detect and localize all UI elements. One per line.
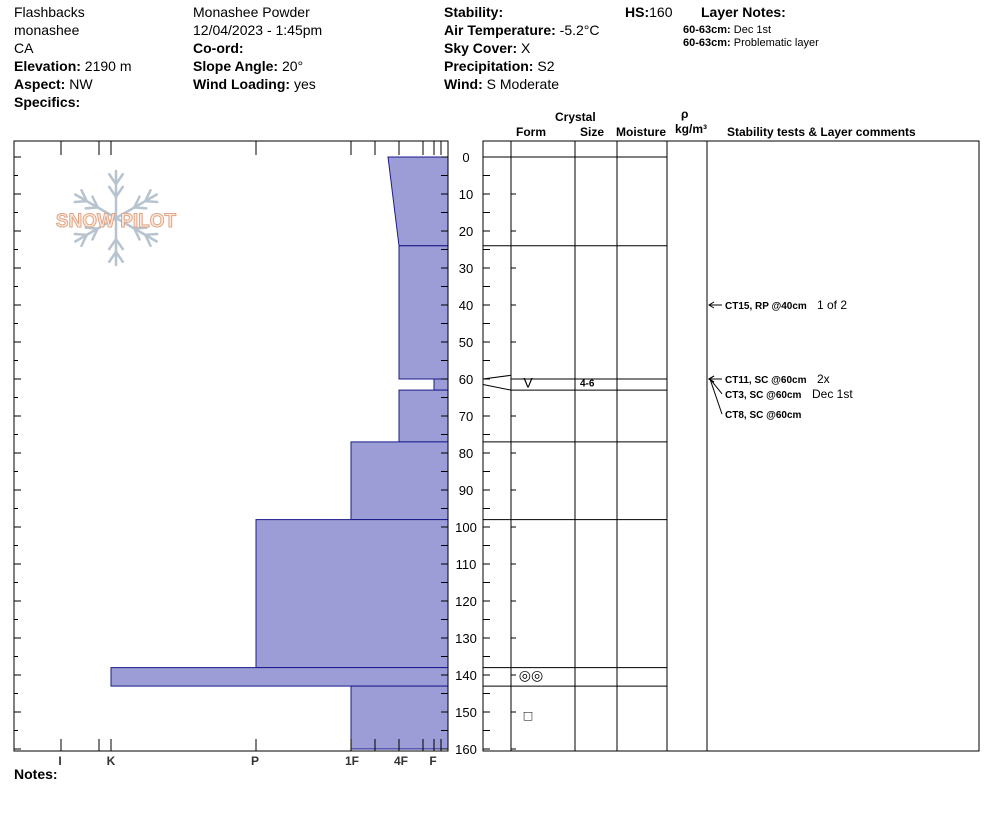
depth-tick-label: 40 xyxy=(458,298,474,313)
wind-label: Wind: xyxy=(444,76,483,92)
elevation-label: Elevation: xyxy=(14,58,81,74)
hardness-tick-label: F xyxy=(429,754,437,768)
depth-tick-label: 60 xyxy=(458,372,474,387)
snowflake-branch xyxy=(86,207,98,208)
crystal-symbol: □ xyxy=(523,707,533,724)
density-unit-header: kg/m³ xyxy=(675,122,708,136)
stability-tests xyxy=(709,298,853,421)
depth-tick-label: 130 xyxy=(455,631,477,646)
notes-label: Notes: xyxy=(14,766,58,782)
depth-tick-label: 0 xyxy=(462,150,470,165)
hardness-profile xyxy=(111,157,448,749)
location: Monashee Powder xyxy=(193,4,310,20)
depth-tick-label: 30 xyxy=(458,261,474,276)
test-label: CT3, SC @60cm xyxy=(725,389,802,401)
hardness-tick-label: 4F xyxy=(393,754,409,768)
hardness-layer xyxy=(399,390,448,442)
specifics-label: Specifics: xyxy=(14,94,81,110)
layer-notes-title: Layer Notes: xyxy=(701,4,786,20)
wind-loading-label: Wind Loading: xyxy=(193,76,291,92)
hs-value: 160 xyxy=(649,4,673,20)
depth-tick-label: 120 xyxy=(455,594,477,609)
hardness-layer xyxy=(111,668,448,687)
slope-value: 20° xyxy=(281,58,304,74)
depth-tick-label: 90 xyxy=(458,483,474,498)
hs-label: HS: xyxy=(625,4,650,20)
snowflake-branch xyxy=(75,201,87,202)
form-header: Form xyxy=(516,125,546,139)
hardness-layer xyxy=(434,379,448,390)
crystal-forms xyxy=(519,375,595,724)
test-comment: 1 of 2 xyxy=(817,298,848,312)
observer-name: monashee xyxy=(14,22,80,38)
size-header: Size xyxy=(580,125,605,139)
test-comment: Dec 1st xyxy=(812,386,853,401)
rho-header: ρ xyxy=(681,107,689,121)
layer-note-text: Problematic layer xyxy=(733,37,819,49)
layer-table-frame xyxy=(483,141,979,751)
test-label: CT8, SC @60cm xyxy=(725,410,802,422)
snowflake-branch xyxy=(75,234,87,235)
hardness-tick-label: K xyxy=(106,754,116,768)
depth-tick-label: 50 xyxy=(458,335,474,350)
datetime: 12/04/2023 - 1:45pm xyxy=(193,22,323,38)
snowpilot-logo xyxy=(56,171,177,265)
moisture-header: Moisture xyxy=(616,125,667,139)
slope-label: Slope Angle: xyxy=(193,58,279,74)
crystal-symbol: V xyxy=(523,374,533,391)
aspect-label: Aspect: xyxy=(14,76,66,92)
stability-comments-header: Stability tests & Layer comments xyxy=(727,125,916,139)
logo-text: SNOW PILOT xyxy=(55,211,177,232)
crystal-size: 4-6 xyxy=(580,378,595,390)
depth-tick-label: 10 xyxy=(458,187,474,202)
snowflake-branch xyxy=(134,207,146,208)
depth-tick-label: 80 xyxy=(458,446,474,461)
test-label: CT15, RP @40cm xyxy=(725,301,807,312)
layer-boundary-connector xyxy=(483,375,511,379)
hardness-layer xyxy=(399,246,448,379)
depth-tick-label: 150 xyxy=(455,705,477,720)
hardness-tick-label: 1F xyxy=(344,754,360,768)
depth-tick-label: 160 xyxy=(455,742,477,757)
region: CA xyxy=(14,40,34,56)
hardness-layer xyxy=(388,157,448,246)
wind-value: S Moderate xyxy=(486,76,560,92)
elevation-value: 2190 m xyxy=(84,58,132,74)
sky-value: X xyxy=(521,40,531,56)
hardness-layer xyxy=(351,442,448,520)
depth-tick-label: 70 xyxy=(458,409,474,424)
crystal-header: Crystal xyxy=(555,110,596,124)
wind-loading-value: yes xyxy=(293,76,316,92)
sky-label: Sky Cover: xyxy=(444,40,518,56)
hardness-tick-label: I xyxy=(58,754,62,768)
hardness-tick-label: P xyxy=(250,754,260,768)
aspect-value: NW xyxy=(69,76,93,92)
snowflake-branch xyxy=(145,201,157,202)
depth-tick-label: 140 xyxy=(455,668,477,683)
layer-note-range: 60-63cm: xyxy=(683,24,731,36)
pit-name: Flashbacks xyxy=(14,4,85,20)
test-label: CT11, SC @60cm xyxy=(725,375,807,386)
layer-note-text: Dec 1st xyxy=(733,24,772,36)
stability-label: Stability: xyxy=(444,4,504,20)
snowflake-branch xyxy=(145,234,157,235)
coord-label: Co-ord: xyxy=(193,40,244,56)
test-pointer xyxy=(710,379,722,414)
precip-label: Precipitation: xyxy=(444,58,534,74)
precip-value: S2 xyxy=(537,58,555,74)
depth-tick-label: 100 xyxy=(455,520,477,535)
layer-note-range: 60-63cm: xyxy=(683,37,731,49)
hardness-layer xyxy=(256,520,448,668)
depth-tick-label: 110 xyxy=(455,557,477,572)
crystal-symbol: ◎◎ xyxy=(518,667,544,683)
air-temp-value: -5.2°C xyxy=(559,22,600,38)
depth-tick-label: 20 xyxy=(458,224,474,239)
air-temp-label: Air Temperature: xyxy=(444,22,556,38)
test-comment: 2x xyxy=(817,372,830,386)
layer-boundary-connector xyxy=(483,385,511,391)
